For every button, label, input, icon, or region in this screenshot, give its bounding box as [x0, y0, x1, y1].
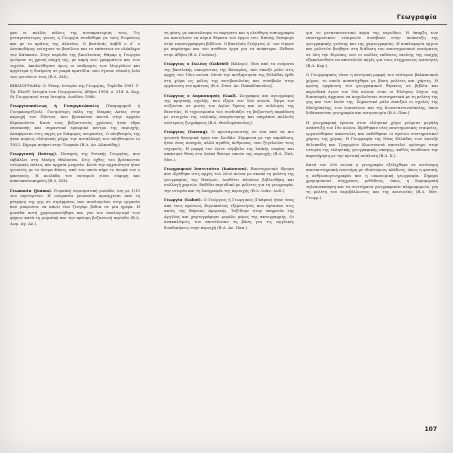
- entry-text: για το μεταναστευτικό κύμα της περιόδου. Η ύπαρξη των επιστημονικών εταιρειών συνέβαλε στην ανάπτυξη της γεωγραφικής γνώσης και της χαρτογραφίας. Η κυκλοφορία έργων και μελετών βοήθησε στη διάδοση του επιστημονικού πνεύματος σε όλη την Ευρώπη, ενώ οι πολλές εκδόσεις εκείνης της εποχής εξακολουθούν να αποτελούν πηγές για τους σύγχρονους ερευνητές (Β.Λ. Κομ.).: [306, 30, 438, 68]
- entry-text: Επιστημονικό ίδρυμα που ιδρύθηκε στις αρχές του 20ού αιώνα με σκοπό τη μελέτη της γεωγραφίας της Ηπείρου. Διαθέτει πλούσια βιβλιοθήκη και συλλογή χαρτών. Εκδίδει περιοδικό με μελέτες για τη γεωγραφία, την ιστορία και τη λαογραφία της περιοχής (Β.Λ. Ιωάν. Δωδ.).: [164, 165, 294, 193]
- entry-paragraph: [10, 188, 140, 226]
- entry-paragraph: [164, 166, 294, 193]
- entry-text: Ο Γεωγραφικός είναι η κεντρική μορφή του νεότερου βαλκανικού χώρου, το οποίο αναπτύχθηκε με βάση μελέτες και χάρτες. Η πρώτη εμφάνιση του γεωγραφικού θέματος σε βιβλία και περιοδικά έγινε τον 18ο αιώνα, όταν οι Έλληνες λόγιοι της διασποράς άρχισαν να ασχολούνται συστηματικά με τη μελέτη της γης και των λαών της. Σημαντικό ρόλο έπαιξαν οι σχολές της Μοσχόπολης, των Ιωαννίνων και της Κωνσταντινούπολης, όπου διδάσκονταν γεωγραφία και αστρονομία (Β.Λ. Παπ.).: [306, 72, 438, 116]
- entry-text: Η γεωγραφική έρευνα στον ελληνικό χώρο γνώρισε μεγάλη ανάπτυξη τον 19ο αιώνα. Ιδρύθηκαν νέες επιστημονικές εταιρείες, οργανώθηκαν αποστολές και εκδόθηκαν οι πρώτοι συστηματικοί χάρτες της χώρας. Η Γεωγραφία της Νέας Ελλάδας των Δανιήλ Φιλιππίδη και Γρηγορίου Κωνσταντά αποτελεί ορόσημο στην ιστορία της ελληνικής γεωγραφικής σκέψης, καθώς συνδύασε την παρατήρηση με την κριτική ανάλυση (Β.Λ. Κ.).: [306, 119, 438, 158]
- article-entry: [10, 151, 140, 184]
- article-entry: [10, 103, 140, 147]
- entry-paragraph: [306, 72, 438, 116]
- text-column-right: [306, 30, 438, 204]
- text-column-left: [10, 30, 140, 230]
- header-rule: [8, 24, 447, 25]
- entry-paragraph: [164, 30, 294, 57]
- entry-paragraph: [10, 151, 140, 184]
- entry-paragraph: [10, 83, 140, 99]
- entry-headword: Γεώργιος (Gareng).: [164, 129, 209, 135]
- entry-text: φου οι πολλές πόλεις της αυτοκρατορίας τους. Τις μεταγενέστερες γενιές η Γεωργία συνδέθηκε με τους Ρωμαίους και με το κράτος της Αλανίας. Ο βασιλιάς Δαβίδ ο Δ΄ ο Ανοικοδόμος ενίσχυσε το βασίλειο και το επέκτεινε σε ολόκληρο τον Καύκασο. Στην περίοδο της βασίλισσας Θάμαρ η Γεωργία γνώρισε τη χρυσή εποχή της, με ακμή των γραμμάτων και των τεχνών. Ακολούθησαν όμως οι επιδρομές των Μογγόλων και αργότερα η διαίρεση σε μικρά κρατίδια, που έγιναν εύκολη λεία των γειτόνων τους (Β.Λ. Ζέλ).: [10, 30, 140, 79]
- page-number: 107: [424, 426, 437, 433]
- article-entry: [164, 61, 294, 88]
- article-entry: [306, 162, 438, 200]
- entry-headword: Γεωπονία (Jouma).: [10, 187, 53, 193]
- entry-headword: Γεωργία (Gabot).: [164, 197, 203, 203]
- entry-headword: Γεωγραφικό Ινστιτούτο (Ιωάννινα).: [164, 165, 248, 171]
- entry-text: Ο Γεώργιος ή Γεωργικός (Γκάμπο) ήταν ένας από τους πρώτους Ευρωπαίους εξερευνητές που έφτασαν στις ακτές της Βόρειας Αμερικής. Ταξίδεψε στην υπηρεσία της Αγγλίας και χαρτογράφησε μεγάλο μέρος της ακτογραμμής. Οι ανακαλύψεις του αποτέλεσαν τη βάση για τις αγγλικές διεκδικήσεις στην περιοχή (Β.Λ. Αν. Παπ.).: [164, 197, 294, 230]
- article-entry: [306, 120, 438, 158]
- article-entry: [164, 93, 294, 126]
- entry-text: (Yurgugopoli ή Γιουρκουρτζιολ). Γονιμότερη πόλη της Μικράς Ασίας στην περιοχή του Πόντου, που βρισκόταν κοντά στην αρχαία Κερασούντα. Κατά τους βυζαντινούς χρόνους ήταν έδρα επισκοπής και σημαντικό εμπορικό κέντρο της περιοχής. Αναφέρεται στις πηγές με διάφορες ονομασίες. Ο πληθυσμός της ήταν κυρίως ελληνικός μέχρι την ανταλλαγή των πληθυσμών το 1923. Σήμερα ανήκει στην Τουρκία (Β.Λ. Αν. Αλκιπίδης).: [10, 103, 140, 147]
- entry-paragraph: [164, 129, 294, 162]
- entry-text: (Κάλερι). Ένα από τα ονόματα της βασιλικής οικογένειας της Βαυαρίας, που έπαιξε ρόλο στις αρχές του 19ου αιώνα. Μετά την ανεξαρτησία της Ελλάδας ήρθε στη χώρα ως μέλος της αντιβασιλείας και συνέβαλε στην οργάνωση του κράτους (Β.Λ. Σταυ. Αν. Παπαδόπουλος).: [164, 61, 294, 89]
- article-entry: [306, 72, 438, 116]
- article-entry: [10, 83, 140, 99]
- entry-text: Ρωμαϊκή νομισματική μονάδα, ίση με 1/10 του σηστερτίου. Η ονομασία γεωπονία προέρχεται από τη μέτρηση της γης σε στρέμματα, που αναλογούσε στην εργασία που μπορούσε να κάνει ένα ζευγάρι βόδια σε μία ημέρα. Η μονάδα αυτή χρησιμοποιήθηκε και για τον υπολογισμό των φόρων κατά τη ρωμαϊκή και την πρώιμη βυζαντινή περίοδο (Β.Λ. Δωρ. Αγ. Αλ.).: [10, 187, 140, 226]
- entry-headword: Γεωργιανή (Ιούτης).: [10, 151, 58, 157]
- entry-paragraph: [10, 30, 140, 79]
- entry-text: Ποταμός της δυτικής Γεωργίας, που εκβάλλει στη Μαύρη Θάλασσα. Στις όχθες του βρίσκονται ιστορικές πόλεις και αρχαία μνημεία. Κατά την αρχαιότητα ήταν γνωστός με το όνομα Φάσις, από τον οποίο πήρε το όνομά του ο φασιανός. Η κοιλάδα του ποταμού είναι εύφορη και πυκνοκατοικημένη (Β.Λ. Ζέλ).: [10, 151, 140, 184]
- entry-paragraph: [10, 103, 140, 147]
- entry-headword: Γεώργιος ο Δαμασκηνός (Gaal).: [164, 92, 238, 98]
- entry-text: Ζωγράφος και αγιογράφος της κρητικής σχολής, που έζησε τον 16ο αιώνα. Έργα του σώζονται σε μονές του Αγίου Όρους και σε συλλογές της Βενετίας. Η τεχνοτροπία του συνδυάζει τη βυζαντινή παράδοση με στοιχεία της ιταλικής αναγέννησης και επηρέασε πολλούς νεότερους ζωγράφους (Β.Λ. Θεοδωρόπουλος).: [164, 92, 295, 125]
- entry-paragraph: [306, 120, 438, 158]
- text-column-middle: [164, 30, 294, 234]
- running-header-title: Γεωγραφία: [396, 13, 437, 21]
- article-entry: [164, 166, 294, 193]
- entry-paragraph: [164, 93, 294, 126]
- entry-paragraph: [164, 61, 294, 88]
- article-entry: [306, 30, 438, 68]
- entry-paragraph: [306, 162, 438, 200]
- article-entry: [10, 188, 140, 226]
- entry-text: τη φύση, με αποτέλεσμα το πορτρέτο και η ελεύθερη τοπιογραφία να αποτελούν τα κύρια θέματα του έργου του. Επίσης διέπρεψε στην εικονογράφηση βιβλίων. Ο βασιλιάς Γεώργιος Α΄ τον τίμησε με παράσημο και του ανέθεσε έργα για τα ανάκτορα. Πέθανε στην Αθήνα (Β.Λ. Γιούνας).: [164, 30, 294, 57]
- entry-headword: Γεωργιουπόλεως ή Γιουργκιώπολις: [10, 103, 100, 109]
- entry-paragraph: [306, 30, 438, 68]
- entry-text: Κατά τον 20ό αιώνα η γεωγραφία εξελίχθηκε σε αυτόνομη πανεπιστημιακή επιστήμη με ιδιαίτερους κλάδους, όπως η φυσική, η ανθρωπογεωγραφία και η οικονομική γεωγραφία. Σήμερα χρησιμοποιεί σύγχρονες μεθόδους, όπως η δορυφορική τηλεπισκόπηση και τα συστήματα γεωγραφικών πληροφοριών, για τη μελέτη του περιβάλλοντος και της κοινωνίας (Β.Λ. Μετ. Γεωγρ.).: [306, 161, 438, 200]
- entry-text: Ο πρωταγωνιστής σε ένα από τα πιο γνωστά θεατρικά έργα του Σουδάν. Σύμφωνα με την παράδοση, ήταν ένας πονηρός αλλά αγαθός άνθρωπος, που ξεγελούσε τους ισχυρούς. Η μορφή του έγινε σύμβολο της λαϊκής σοφίας και απέκτησε θέση στο λαϊκό θέατρο σκιών της περιοχής (Β.Λ. Παλ. Μεν.).: [164, 129, 294, 162]
- entry-headword: Γεώργιος ο Γαλέος (Gabriel): [164, 61, 229, 67]
- entry-text: ΒΙΒΛΙΟΓΡΑΦΙΑ: Ο. Ρένερ, Ιστορία της Γεωργίας, Τιφλίδα 1961· Γ. Τα. Ελεύθ. Ιστορία των Γεωργιανών, Αθήνα 1994, σ. 214· Α. Κοχ, Οι Γεωργιανοί στην Ιστορία, Λονδίνο 1988.: [10, 83, 140, 99]
- article-entry: [164, 197, 294, 230]
- article-entry: [164, 30, 294, 57]
- article-entry: [164, 129, 294, 162]
- entry-paragraph: [164, 197, 294, 230]
- article-entry: [10, 30, 140, 79]
